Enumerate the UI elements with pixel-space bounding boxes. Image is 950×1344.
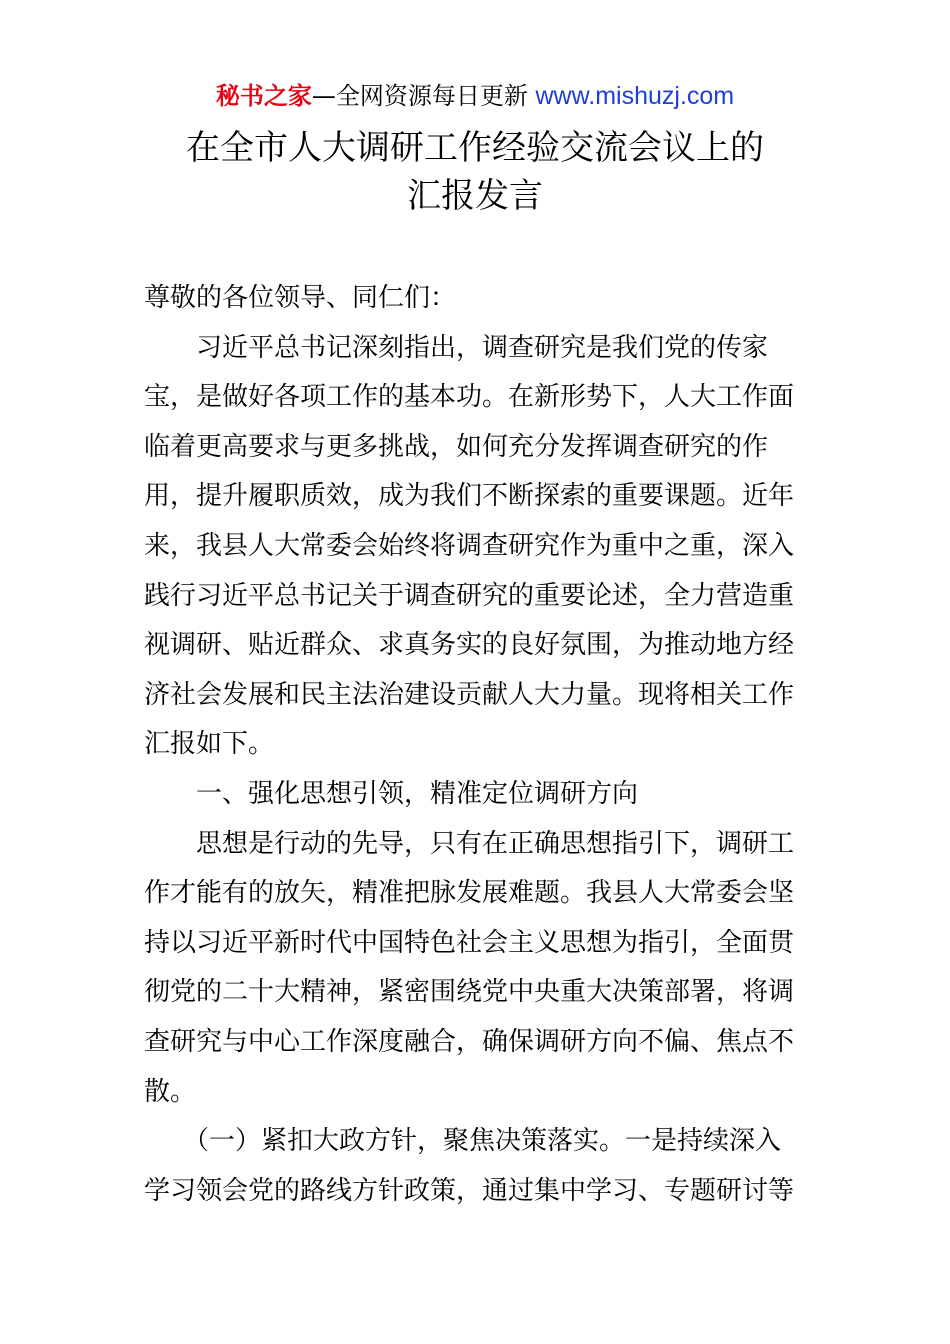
document-title-line-1: 在全市人大调研工作经验交流会议上的 <box>186 128 764 168</box>
body-text-line: 来，我县人大常委会始终将调查研究作为重中之重，深入 <box>144 530 795 561</box>
body-text-line: 散。 <box>144 1076 197 1107</box>
body-text-line: 作才能有的放矢，精准把脉发展难题。我县人大常委会坚 <box>144 878 795 909</box>
brand-name: 秘书之家 <box>215 82 312 110</box>
body-text-line: 视调研、贴近群众、求真务实的良好氛围，为推动地方经 <box>144 630 795 661</box>
body-text-line: （一）紧扣大政方针，聚焦决策落实。一是持续深入 <box>144 1126 782 1157</box>
document-body <box>144 278 808 1220</box>
body-text-line: 学习领会党的路线方针政策，通过集中学习、专题研讨等 <box>144 1175 795 1206</box>
site-url-link[interactable]: www.mishuzj.com <box>535 82 735 110</box>
body-text-line: 持以习近平新时代中国特色社会主义思想为指引，全面贯 <box>144 927 795 958</box>
body-text-line: 彻党的二十大精神，紧密围绕党中央重大决策部署，将调 <box>144 977 795 1008</box>
body-text-line: 查研究与中心工作深度融合，确保调研方向不偏、焦点不 <box>144 1026 795 1057</box>
body-text-line: 临着更高要求与更多挑战，如何充分发挥调查研究的作 <box>144 431 769 462</box>
header-tagline: —全网资源每日更新 <box>311 82 536 110</box>
body-text-line: 汇报如下。 <box>144 729 275 760</box>
body-text-line: 践行习近平总书记关于调查研究的重要论述，全力营造重 <box>144 580 795 611</box>
body-text-line: 济社会发展和民主法治建设贡献人大力量。现将相关工作 <box>144 679 795 710</box>
body-text-line: 用，提升履职质效，成为我们不断探索的重要课题。近年 <box>144 481 795 512</box>
body-text-line: 思想是行动的先导，只有在正确思想指引下，调研工 <box>144 828 795 859</box>
document-title-line-2: 汇报发言 <box>407 176 543 216</box>
body-text-line: 尊敬的各位领导、同仁们： <box>144 283 457 313</box>
body-text-line: 宝，是做好各项工作的基本功。在新形势下，人大工作面 <box>144 382 795 413</box>
body-text-line: 习近平总书记深刻指出，调查研究是我们党的传家 <box>144 332 769 363</box>
body-text-line: 一、强化思想引领，精准定位调研方向 <box>144 778 639 809</box>
site-header <box>0 80 950 112</box>
